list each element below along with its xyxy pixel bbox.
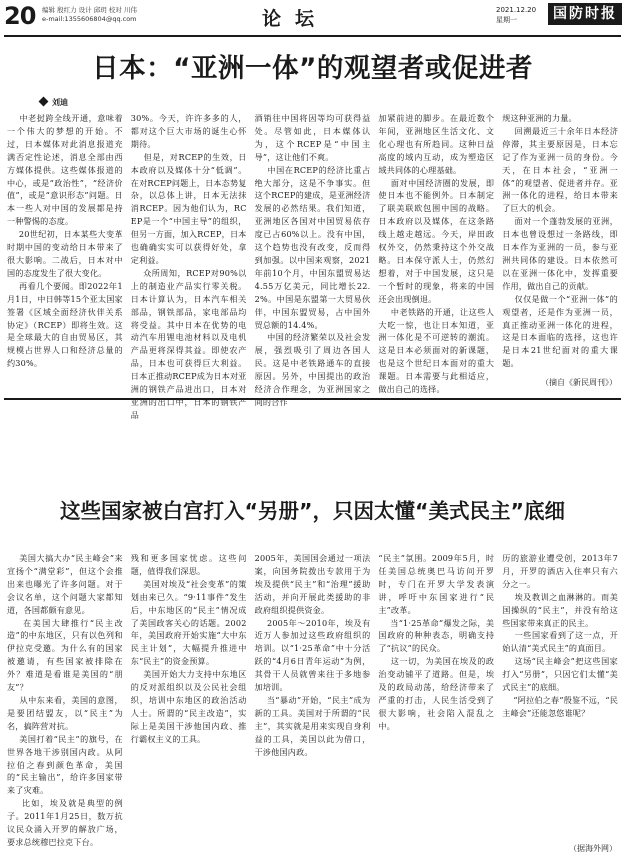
masthead (0, 0, 625, 36)
article-1-source: （摘自《新民周刊》） (541, 378, 617, 387)
credits-line: 编辑 殷红力 设计 邱玥 校对 川伟 (42, 6, 137, 14)
article-2-column: 残和更多国家忧虑。这些问题，值得我们深思。 美国对埃及“社会变革”的策划由来已久。“9·11事件”发生后，中东地区的“民主”情况成了美国政客关心的话题。2002年，美国政府开始实施“大中东民主计划”，大幅提升推进中东“民主”的资金预算。 美国开始大力支持中东地区的反对派组织以及公民社会组织，培训中东地区的政治活动人士。所谓的“民主改造”，实际上是美国干涉他国内政、推行霸权主义的工具。 (130, 553, 247, 744)
article-2-column: 美国大搞大办“民主峰会”来宣扬个“满堂彩”，但这个会推出来也曝光了许多问题。对于会议名单，这个问题大家都知道，各国都颇有意见。 在美国大肆推行“民主改造”的中东地区，只有以色列和伊拉克受邀。为什么有的国家被邀请，有些国家被排除在外？难道是看谁是美国的“朋友”？ 从中东来看，美国的意图，是要团结盟友，以“民主”为名，搞阵营对抗。 美国打着“民主”的旗号，在世界各地干涉别国内政。从阿拉伯之春到颜色革命，美国的“民主输出”，给许多国家带来了灾难。 比如，埃及就是典型的例子。2011年1月25日，数万抗议民众涌入开罗的解放广场，要求总统穆巴拉克下台。 (7, 553, 123, 847)
section-title: 论坛 (262, 8, 329, 30)
date: 2021.12.20 (496, 6, 537, 14)
article-2-source: （据海外网） (569, 844, 617, 853)
article-2-column: 2005年，美国国会通过一项法案，向国务院拨出专款用于为埃及提供“民主”和“治理”援助活动，并向开展此类援助的非政府组织提供资金。 2005年～2010年，埃及有近万人参加过这些政府组织的培训。以“1·25革命”中十分活跃的“4月6日青年运动”为例，其骨干人员就曾来往于多地参加培训。 当“暴动”开始，“民主”成为新的工具。美国对于所谓的“民主”，其实就是用来实现自身利益的工具，美国以此为借口，干涉他国内政。 (254, 553, 371, 757)
article-1-byline (40, 97, 68, 108)
diamond-bullet-icon (39, 97, 49, 107)
newspaper-logo: 国防时报 (548, 3, 622, 25)
contact-email: e-mail:1355606804@qq.com (42, 14, 137, 23)
article-1-column: 酒销往中国将因等均可获得益处。尽管如此，日本媒体认为，这个RCEP是“中国主导”，这让他们不爽。 中国在RCEP的经济比重占绝大部分，这是不争事实。但这个RCEP的建成，是亚洲经济发展的必然结果。我们知道，亚洲地区各国对中国贸易依存度已占60%以上。没有中国，这个趋势也没有改变，反而得到加强。以中国来观察，2021年前10个月，中国东盟贸易达4.55万亿美元，同比增长22.2%。中国是东盟第一大贸易伙伴，中国东盟贸易，占中国外贸总额的14.4%。 中国的经济繁荣以及社会发展，强烈吸引了周边各国人民。这是中老铁路通车的直接原因。另外，中国提出的政治经济合作理念，为亚洲国家之间的合作 (254, 113, 371, 407)
article-1-column: 规这种亚洲的力量。 回溯最近三十余年日本经济停滞，其主要原因是，日本忘记了作为亚洲一员的身份。今天，在日本社会，“亚洲一体”的观望者、促进者并存。亚洲一体化的进程，给日本带来了巨大的机会。 面对一个蓬勃发展的亚洲，日本也曾设想过一条路线，即日本作为亚洲的一员，参与亚洲共同体的建设。日本依然可以在亚洲一体化中，发挥重要作用，做出自己的贡献。 仅仅是做一个“亚洲一体”的观望者，还是作为亚洲一员，真正推动亚洲一体化的进程，这是日本面临的选择，这也许是日本21世纪面对的重大课题。 (502, 113, 618, 369)
divider-top (4, 35, 621, 37)
article-2-column: “民主”氛围。2009年5月，时任美国总统奥巴马访问开罗时，专门在开罗大学发表演讲，呼吁中东国家进行“民主”改革。 当“1·25革命”爆发之际，美国政府的种种表态，明确支持了“抗议”的民众。 这一切，为美国在埃及的政治变动铺平了道路。但是，埃及的政局动荡，给经济带来了严重的打击，人民生活受到了很大影响，社会陷入混乱之中。 (378, 553, 495, 731)
page-number: 20 (4, 2, 36, 30)
article-1-column: 30%。今天，许许多多的人，都对这个巨大市场的诞生心怀期待。 但是，对RCEP的生效，日本政府以及媒体十分“低调”。在对RCEP问题上，日本态势复杂，以总体上讲，日本无法抹消RCEP。因为他们认为，RCEP是一个“中国主导”的组织，但另一方面，加入RCEP，日本也确确实实可以获得好处，拿定利益。 众所周知，RCEP对90%以上的制造业产品实行零关税。日本计算认为，日本汽车相关部品，钢铁部品，家电部品均将受益。其中日本在优势的电动汽车用锂电池材料以及电机产品更将深得其益。即使农产品，日本也可获得巨大利益。日本正推动RCEP成为日本对亚洲的钢铁产品进出口，日本对亚洲的出口中，日本的钢铁产品 (130, 113, 247, 420)
article-1-column: 加紧前进的脚步。在最近数个年间，亚洲地区生活文化、文化心理也有所趋同。这种日益高度的域内互动，成为塑造区域共同体的心理基础。 面对中国经济圈的发展，即使日本也不能例外。日本制定了联美联欧包围中国的战略。日本政府以及媒体，在这条路线上越走越远。今天，岸田政权外交，仍然秉持这个外交战略。日本保守派人士，仍然幻想着，对于中国发展，这只是一个暂时的现象，将来的中国还会出现倒退。 中老铁路的开通，让这些人大吃一惊，也让日本知道，亚洲一体化是不可逆转的潮流。这是日本必须面对的新课题，也是这个世纪日本面对的重大课题。日本需要与此相适应，做出自己的选择。 (378, 113, 495, 395)
article-1-body (7, 112, 618, 420)
article-1-column: 中老挝跨全线开通，意味着一个伟大的梦想的开始。不过，日本媒体对此消息报道充满否定性论述，消息全部由西方媒体提供。这些媒体报道的中心，或是“政治性”，“经济价值”，或是“意识形态”问题。日本一些人对中国的发展都是持一种警惕的态度。 20世纪初，日本某些大变革时期中国的变动给日本带来了很大影响。二战后，日本对中国的态度发生了很大变化。 再看几个要闻。即2022年1月1日，中日韩等15个亚太国家签署《区域全面经济伙伴关系协定》（RCEP）即将生效。这是全球最大的自由贸易区，其规模占世界人口和经济总量的约30%。 (7, 113, 123, 369)
article-2-body (7, 552, 618, 857)
author-name: 刘迪 (52, 98, 68, 107)
editor-credits (42, 6, 137, 23)
article-2-column: 历的旅游业遭受创，2013年7月，开罗的酒店入住率只有六分之一。 埃及教训之血淋淋的。而美国操纵的“民主”，并没有给这些国家带来真正的民主。 一些国家看到了这一点，开始认清“美式民主”的真面目。 这场“民主峰会”把这些国家打入“另册”，只因它们太懂“美式民主”的底细。 “阿拉伯之春”殷鉴不远，“民主峰会”还能忽悠谁呢？ (502, 553, 618, 718)
issue-date (496, 5, 536, 25)
article-2-headline: 这些国家被白宫打入“另册”，只因太懂“美式民主”底细 (60, 499, 565, 523)
weekday: 星期一 (496, 16, 517, 24)
article-1-headline: 日本：“亚洲一体”的观望者或促进者 (92, 53, 533, 84)
divider-middle (4, 398, 621, 400)
